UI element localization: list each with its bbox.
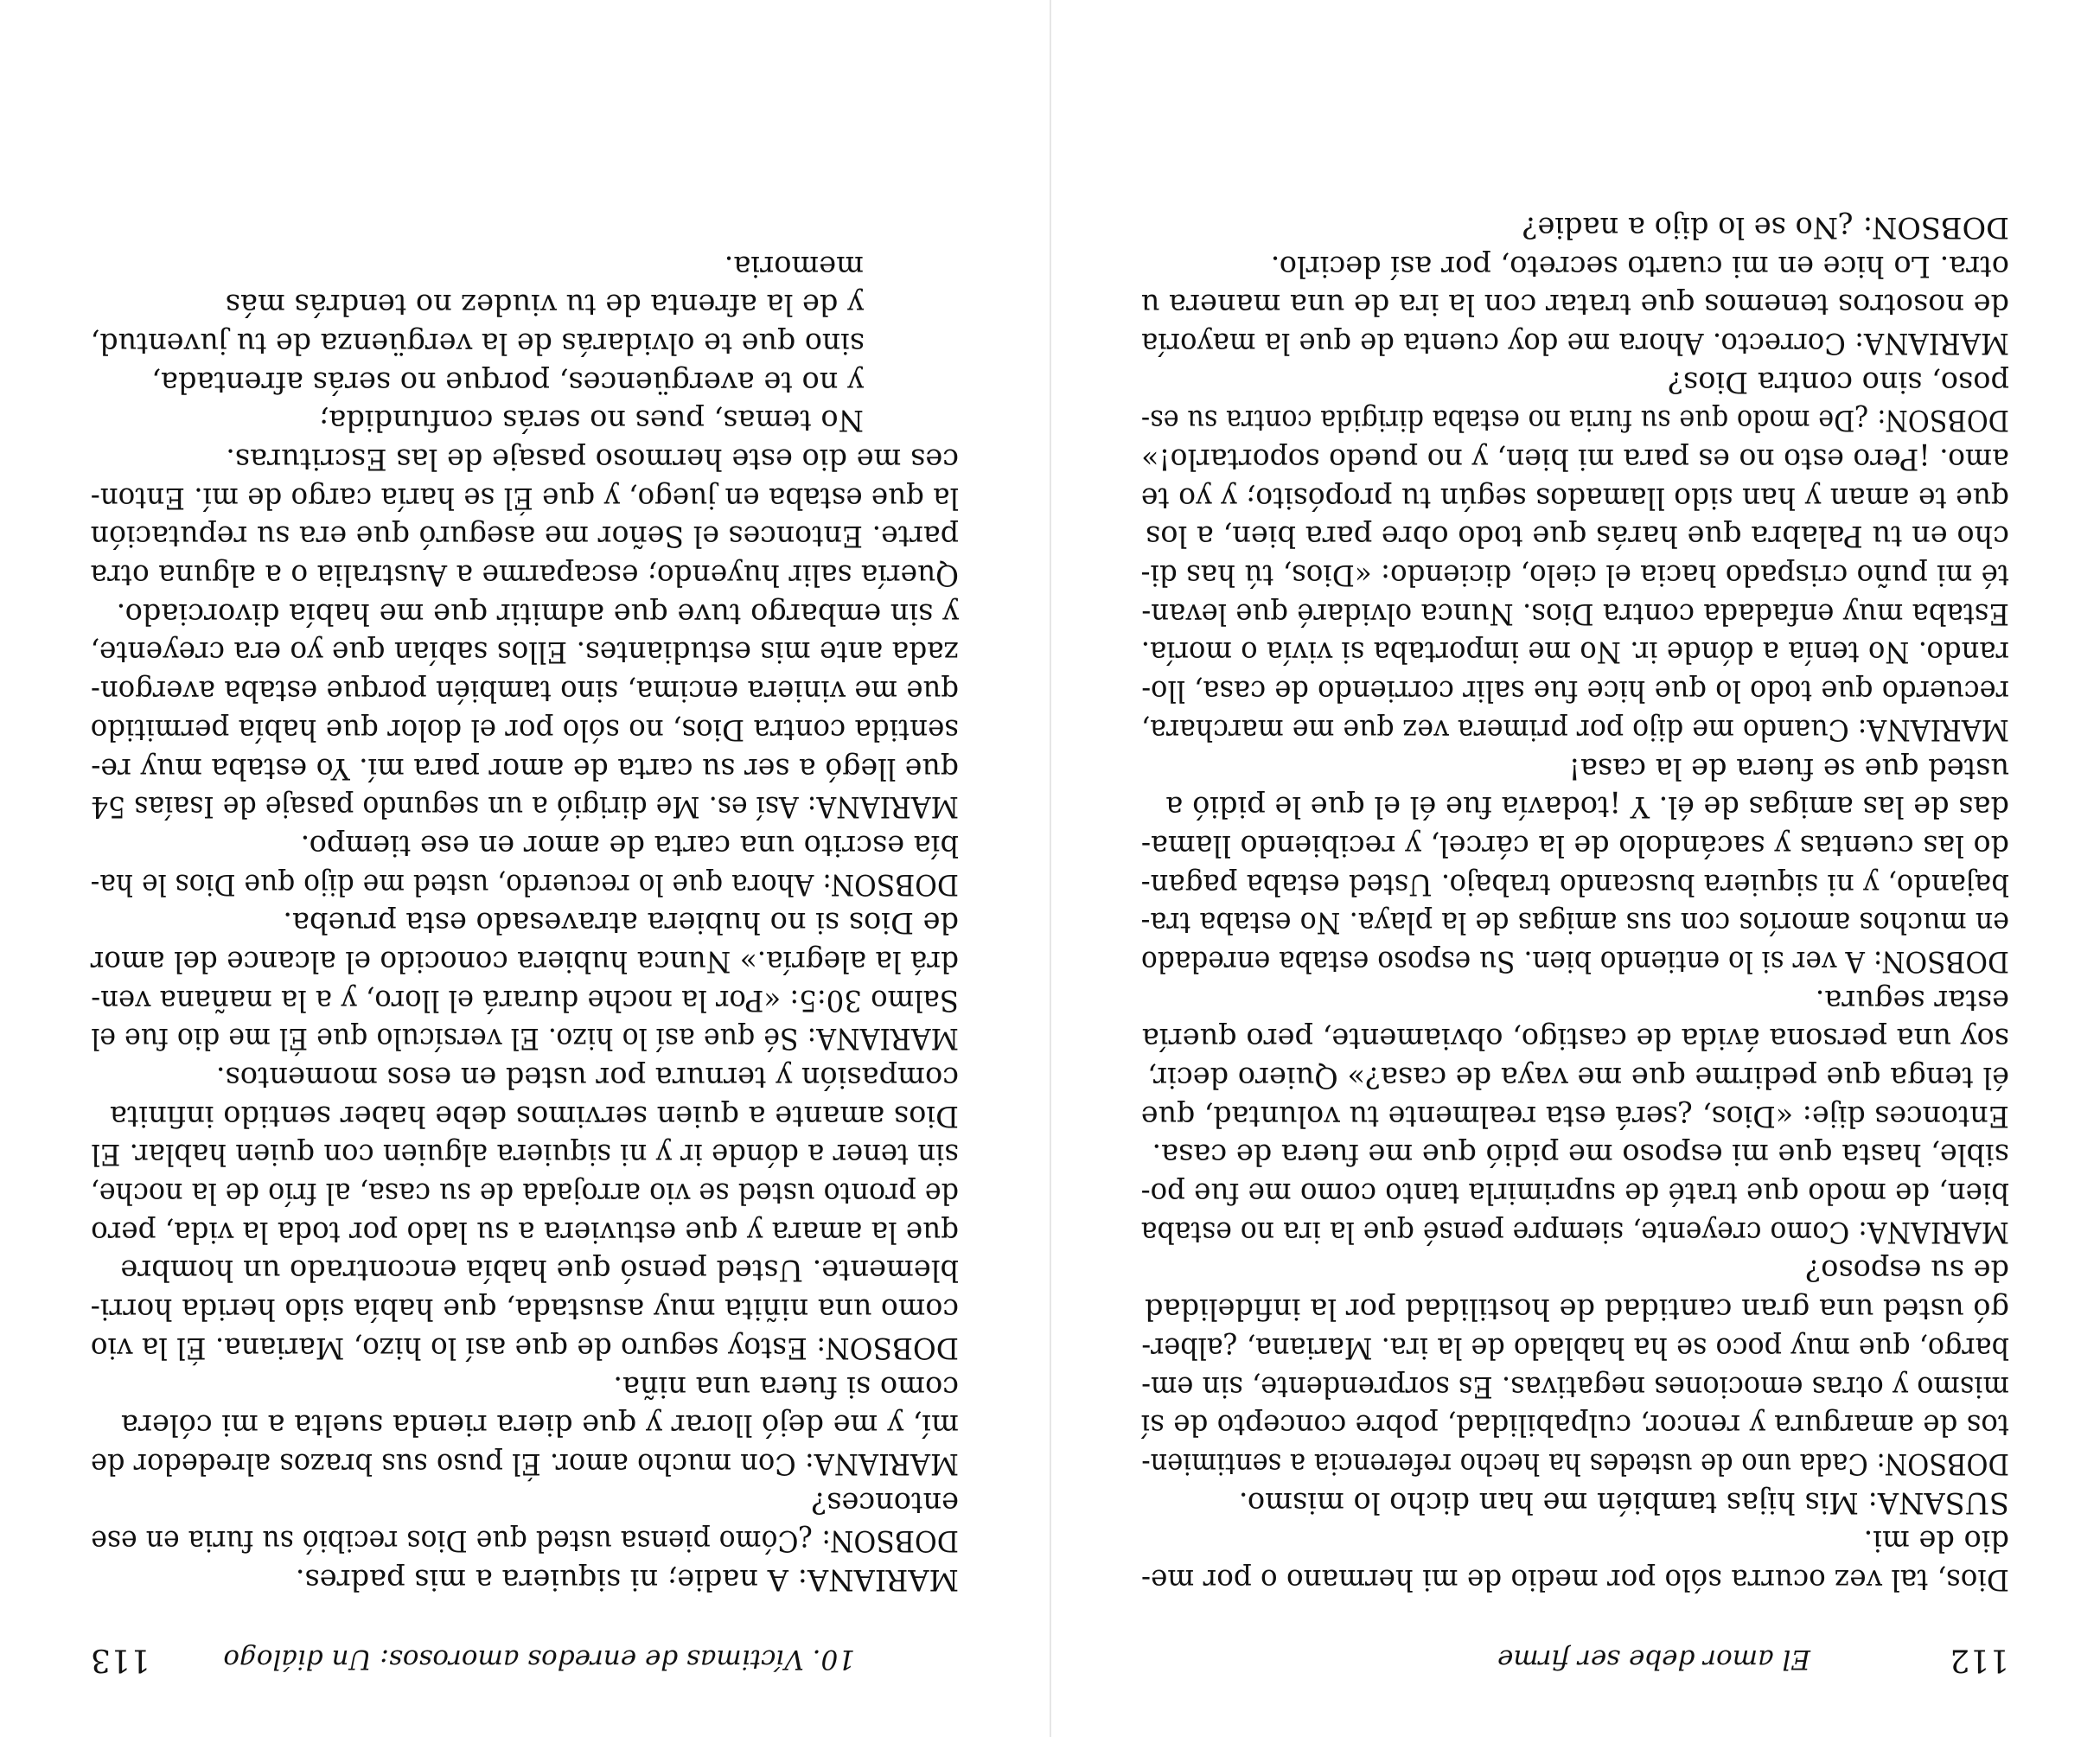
text-line: que llegó a ser su carta de amor para mí. Yo estaba muy re-: [91, 751, 959, 786]
text-line: sentida contra Dios, no sólo por el dolor que había permitido: [90, 712, 959, 747]
text-line: MARIANA: Así es. Me dirigió a un segundo pasaje de Isaías 54: [90, 790, 959, 825]
text-line: Dios, tal vez ocurra sólo por medio de mi hermano o por me-: [1141, 1563, 2009, 1597]
scripture-quote-line: memoria.: [724, 249, 864, 284]
text-line: bien, de modo que traté de suprimirla tanto como me fue po-: [1140, 1177, 2009, 1211]
text-line: poso, sino contra Dios?: [1668, 365, 2009, 399]
text-line: tos de amargura y rencor, culpabilidad, pobre concepto de sí: [1140, 1408, 2009, 1443]
text-line: MARIANA: Cuando me dijo por primera vez que me marchara,: [1141, 712, 2009, 747]
text-line: él tenga que pedirme que me vaya de casa?» Quiero decir,: [1147, 1061, 2009, 1095]
text-line: cho en tu Palabra que harás que todo obre para bien, a los: [1146, 520, 2009, 554]
page-gutter: [1050, 0, 1051, 1737]
text-line: como si fuera una niña.: [613, 1370, 959, 1404]
text-line: Quería salir huyendo; escaparme a Australia o a alguna otra: [90, 559, 959, 593]
text-line: SUSANA: Mis hijas también me han dicho lo mismo.: [1238, 1485, 2009, 1520]
text-line: DOBSON: Cada uno de ustedes ha hecho referencia a sentimien-: [1141, 1446, 2009, 1481]
text-line: MARIANA: Correcto. Ahora me doy cuenta de que la mayoría: [1141, 327, 2009, 361]
text-line: como una niñita muy asustada, que había sido herida horri-: [90, 1293, 959, 1327]
scripture-quote-line: y no te avergüences, porque no serás afrentada,: [151, 365, 864, 399]
text-line: que me viniera encima, sino también porque estaba avergon-: [90, 674, 959, 709]
text-line: otra. Lo hice en mi cuarto secreto, por así decirlo.: [1270, 249, 2009, 284]
text-line: recuerdo que todo lo que hice fue salir corriendo de casa, llo-: [1141, 674, 2009, 709]
text-line: mismo y otras emociones negativas. Es sorprendente, sin em-: [1141, 1370, 2009, 1404]
text-line: Salmo 30:5: «Por la noche durará el lloro, y a la mañana ven-: [91, 983, 959, 1018]
text-line: usted que se fuera de la casa!: [1568, 751, 2009, 786]
text-line: mí, y me dejó llorar y que diera rienda suelta a mi cólera: [120, 1408, 959, 1443]
text-line: sible, hasta que mi esposo me pidió que me fuera de casa.: [1152, 1138, 2009, 1172]
text-line: dio de mi.: [1863, 1524, 2009, 1559]
text-line: de Dios si no hubiera atravesado esta prueba.: [283, 906, 959, 941]
text-line: Dios amante a quien servimos debe haber sentido infinita: [110, 1099, 959, 1134]
text-line: bajando, y ni siquiera buscando trabajo. Usted estaba pagan-: [1140, 867, 2009, 902]
text-line: en muchos amoríos con sus amigas de la playa. No estaba tra-: [1140, 906, 2009, 941]
text-line: sin tener a dónde ir y ni siquiera alguien con quien hablar. El: [91, 1138, 959, 1172]
text-line: de su esposo?: [1805, 1254, 2009, 1288]
text-line: das de las amigas de él. Y ¡todavía fue él el que le pidió a: [1165, 790, 2009, 825]
text-line: la que estaba en juego, y que Él se haría cargo de mí. Enton-: [90, 481, 959, 515]
text-line: ces me dio este hermoso pasaje de las Escrituras.: [226, 443, 959, 477]
text-line: de pronto usted se vio arrojada de su casa, al frío de la noche,: [90, 1177, 959, 1211]
text-line: soy una persona ávida de castigo, obviamente, pero quería: [1141, 1022, 2009, 1057]
left-page-text: [1141, 208, 2009, 1599]
text-line: rando. No tenía a dónde ir. No me importaba si vivía o moría.: [1140, 635, 2009, 670]
scripture-quote-line: sino que te olvidarás de la vergüenza de tu juventud,: [90, 327, 865, 361]
text-line: blemente. Usted pensó que había encontrado un hombre: [120, 1254, 959, 1288]
text-line: DOBSON: ¿De modo que su furia no estaba dirigida contra su es-: [1140, 404, 2009, 438]
text-line: Estaba muy enfadada contra Dios. Nunca olvidaré que levan-: [1141, 597, 2009, 631]
page-number: 112: [1950, 1642, 2009, 1677]
right-page-header: [91, 1633, 959, 1685]
text-line: bargo, que muy poco se ha hablado de la ira. Mariana, ¿alber-: [1141, 1331, 2009, 1365]
text-line: bía escrito una carta de amor en ese tiempo.: [300, 828, 959, 863]
text-line: Entonces dije: «Dios, ¿será esta realmente tu voluntad, que: [1140, 1099, 2009, 1134]
text-line: que te aman y han sido llamados según tu propósito; y yo te: [1140, 481, 2009, 515]
left-page-header: [1141, 1633, 2009, 1685]
text-line: do las cuentas y sacándolo de la cárcel, y recibiendo llama-: [1140, 828, 2009, 863]
text-line: gó usted una gran cantidad de hostilidad por la infidelidad: [1145, 1293, 2009, 1327]
text-line: té mi puño crispado hacia el cielo, diciendo: «Dios, tú has di-: [1140, 559, 2009, 593]
text-line: DOBSON: ¿No se lo dijo a nadie?: [1522, 210, 2009, 245]
running-head: El amor debe ser firme: [1497, 1644, 1810, 1675]
running-head: 10. Víctimas de enredos amorosos: Un diálogo: [223, 1644, 855, 1675]
text-line: estar segura.: [1815, 983, 2009, 1018]
text-line: compasión y ternura por usted en esos momentos.: [215, 1061, 959, 1095]
text-line: amo. ¡Pero esto no es para mi bien, y no puedo soportarlo!»: [1141, 443, 2009, 477]
text-line: de nosotros tenemos que tratar con la ira de una manera u: [1140, 288, 2009, 322]
right-page-text: [91, 246, 959, 1599]
text-line: MARIANA: Con mucho amor. Él puso sus brazos alrededor de: [90, 1446, 959, 1481]
text-line: DOBSON: ¿Cómo piensa usted que Dios recibió su furia en ese: [91, 1524, 959, 1559]
text-line: MARIANA: Como creyente, siempre pensé que la ira no estaba: [1140, 1215, 2009, 1249]
text-line: DOBSON: Ahora que lo recuerdo, usted me dijo que Dios le ha-: [90, 867, 959, 902]
scripture-quote-line: y de la afrenta de tu viudez no tendrás más: [225, 288, 864, 322]
text-line: DOBSON: A ver si lo entiendo bien. Su esposo estaba enredado: [1140, 945, 2009, 979]
text-line: DOBSON: Estoy seguro de que así lo hizo, Mariana. Él la vio: [90, 1331, 959, 1365]
text-line: y sin embargo tuve que admitir que me había divorciado.: [116, 597, 959, 631]
left-page: [1050, 0, 2100, 1737]
text-line: parte. Entonces el Señor me aseguró que era su reputación: [90, 520, 959, 554]
page-number: 113: [91, 1642, 150, 1677]
scripture-quote-line: No temas, pues no serás confundida;: [319, 404, 864, 438]
text-line: zada ante mis estudiantes. Ellos sabían que yo era creyente,: [90, 635, 959, 670]
text-line: que la amara y que estuviera a su lado por toda la vida, pero: [91, 1215, 959, 1249]
text-line: MARIANA: Sé que así lo hizo. El versículo que Él me dio fue el: [91, 1022, 959, 1057]
text-line: drá la alegría.» Nunca hubiera conocido el alcance del amor: [90, 945, 959, 979]
text-line: MARIANA: A nadie; ni siquiera a mis padres.: [295, 1563, 959, 1597]
text-line: entonces?: [811, 1485, 959, 1520]
